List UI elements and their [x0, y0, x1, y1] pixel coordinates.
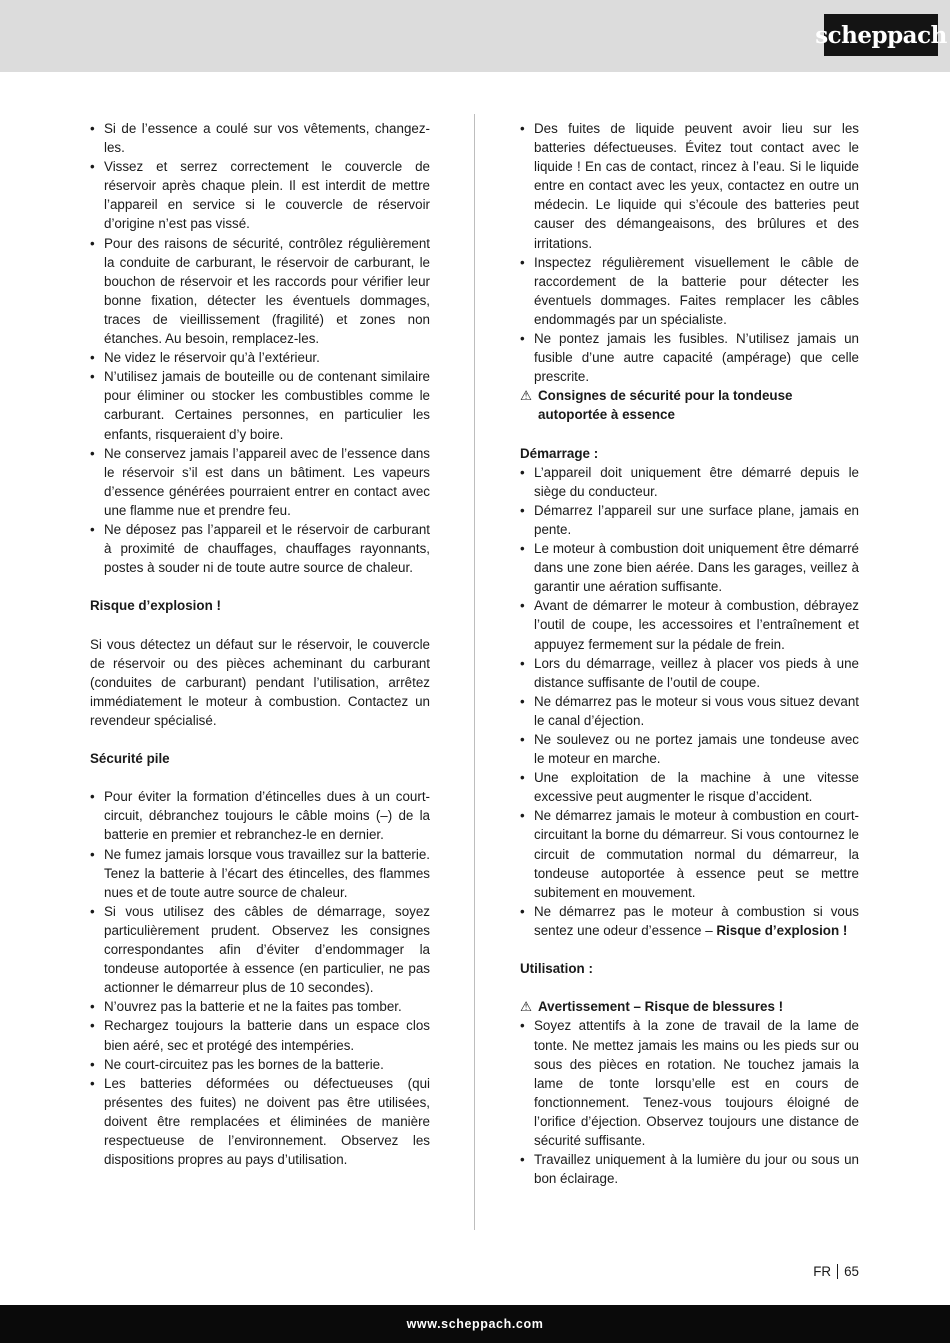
left-column [90, 119, 430, 1169]
page-number [813, 1264, 859, 1279]
list-item: • Ne démarrez pas le moteur si vous vous situez devant le canal d’éjection. [520, 692, 859, 730]
use-heading: Utilisation : [520, 961, 593, 977]
page-number-value: 65 [844, 1264, 859, 1279]
list-item [520, 902, 859, 940]
mower-safety-heading-text: Consignes de sécurité pour la tondeuse autoportée à essence [538, 388, 793, 423]
list-item: • Une exploitation de la machine à une vitesse excessive peut augmenter le risque d’accident. [520, 768, 859, 806]
brand-logo: scheppach [824, 14, 938, 56]
list-item: • Ne court-circuitez pas les bornes de la batterie. [90, 1055, 430, 1074]
explosion-risk-label: Risque d’explosion ! [716, 922, 848, 938]
list-item: • Avant de démarrer le moteur à combustion, débrayez l’outil de coupe, les accessoires et l’entraînement et appuyez fermement sur la pédale de frein. [520, 596, 859, 653]
explosion-paragraph: Si vous détectez un défaut sur le réservoir, le couvercle de réservoir ou des pièces acheminant du carburant (conduites de carburant) pendant l’utilisation, arrêtez immédiatement le moteur à combustion. Contactez un revendeur spécialisé. [90, 636, 430, 728]
mower-safety-heading [520, 386, 859, 424]
list-item: • L’appareil doit uniquement être démarré depuis le siège du conducteur. [520, 463, 859, 501]
list-item: • Démarrez l’appareil sur une surface plane, jamais en pente. [520, 501, 859, 539]
list-item: • Travaillez uniquement à la lumière du jour ou sous un bon éclairage. [520, 1150, 859, 1188]
start-list [520, 463, 859, 940]
list-item: • Rechargez toujours la batterie dans un espace clos bien aéré, sec et protégé des intempéries. [90, 1016, 430, 1054]
page-number-separator [837, 1264, 838, 1279]
language-code: FR [813, 1264, 832, 1279]
footer-website: www.scheppach.com [406, 1317, 544, 1331]
list-item: • Ne soulevez ou ne portez jamais une tondeuse avec le moteur en marche. [520, 730, 859, 768]
list-item: • Pour éviter la formation d’étincelles dues à un court-circuit, débranchez toujours le câble moins (–) de la batterie en premier et rebranchez-le en dernier. [90, 787, 430, 844]
explosion-heading: Risque d’explosion ! [90, 598, 221, 614]
column-divider [474, 114, 475, 1230]
list-item: • N’ouvrez pas la batterie et ne la faites pas tomber. [90, 997, 430, 1016]
fuel-safety-list [90, 119, 430, 577]
list-item: • Ne videz le réservoir qu’à l’extérieur. [90, 348, 430, 367]
right-column [520, 119, 859, 1188]
list-item: • Ne pontez jamais les fusibles. N’utilisez jamais un fusible d’une autre capacité (ampérage) que celle prescrite. [520, 329, 859, 386]
list-item: • N’utilisez jamais de bouteille ou de contenant similaire pour éliminer ou stocker les combustibles comme le carburant. Certaines personnes, en particulier les enfants, risqueraient d’y boire. [90, 367, 430, 443]
header-band [0, 0, 950, 72]
list-item: • Si de l’essence a coulé sur vos vêtements, changez-les. [90, 119, 430, 157]
list-item: • Pour des raisons de sécurité, contrôlez régulièrement la conduite de carburant, le réservoir de carburant, le bouchon de réservoir et les raccords pour vérifier leur bonne fixation, détecter les éventuels dommages, traces de vieillissement (fragilité) et zones non étanches. Au besoin, remplacez-les. [90, 234, 430, 349]
battery-safety-list-continued [520, 119, 859, 386]
list-item: • Soyez attentifs à la zone de travail de la lame de tonte. Ne mettez jamais les mains ou les pieds sur ou sous des pièces en rotation. Ne touchez jamais la lame de tonte lorsqu’elle est en cours de fonctionnement. Tenez-vous toujours éloigné de l’orifice d’éjection. Observez toujours une distance de sécurité suffisante. [520, 1016, 859, 1150]
warning-triangle-icon: ⚠ [520, 388, 533, 404]
list-item: • Les batteries déformées ou défectueuses (qui présentes des fuites) ne doivent pas être utilisées, doivent être remplacées et éliminées de manière respectueuse de l’environnement. Observez les dispositions propres au pays d’utilisation. [90, 1074, 430, 1169]
injury-warning-heading [520, 997, 859, 1016]
use-list [520, 1016, 859, 1188]
odour-warning-text: Ne démarrez pas le moteur à combustion si vous sentez une odeur d’essence – [534, 903, 859, 938]
battery-safety-list [90, 787, 430, 1169]
list-item: • Ne conservez jamais l’appareil avec de l’essence dans le réservoir s’il est dans un bâtiment. Les vapeurs d’essence générées pourraient entrer en contact avec une flamme nue et prendre feu. [90, 444, 430, 520]
list-item: • Inspectez régulièrement visuellement le câble de raccordement de la batterie pour détecter les éventuels dommages. Faites remplacer les câbles endommagés par un spécialiste. [520, 253, 859, 329]
list-item: • Ne déposez pas l’appareil et le réservoir de carburant à proximité de chauffages, chauffages rayonnants, postes à souder ni de toute autre source de chaleur. [90, 520, 430, 577]
list-item: • Le moteur à combustion doit uniquement être démarré dans une zone bien aérée. Dans les garages, veillez à garantir une aération suffisante. [520, 539, 859, 596]
list-item: • Vissez et serrez correctement le couvercle de réservoir après chaque plein. Il est interdit de mettre l’appareil en service si le couvercle de réservoir d’origine n’est pas vissé. [90, 157, 430, 233]
warning-triangle-icon: ⚠ [520, 999, 533, 1015]
injury-warning-heading-text: Avertissement – Risque de blessures ! [538, 999, 784, 1015]
list-item: • Si vous utilisez des câbles de démarrage, soyez particulièrement prudent. Observez les consignes correspondantes afin d’éviter d’endommager la tondeuse autoportée à essence (en particulier, ne pas actionner le démarreur plus de 10 secondes). [90, 902, 430, 997]
list-item: • Ne démarrez jamais le moteur à combustion en court-circuitant la borne du démarreur. Si vous contournez le circuit de commutation normal du démarreur, la tondeuse autoportée à essence peut se mettre subitement en mouvement. [520, 806, 859, 901]
list-item: • Des fuites de liquide peuvent avoir lieu sur les batteries défectueuses. Évitez tout contact avec le liquide ! En cas de contact, rincez à l’eau. Si le liquide entre en contact avec les yeux, contactez en outre un médecin. Le liquide qui s’écoule des batteries peut causer des démangeaisons, des brûlures et des irritations. [520, 119, 859, 253]
list-item: • Lors du démarrage, veillez à placer vos pieds à une distance suffisante de l’outil de coupe. [520, 654, 859, 692]
list-item: • Ne fumez jamais lorsque vous travaillez sur la batterie. Tenez la batterie à l’écart des étincelles, des flammes nues et de toute autre source de chaleur. [90, 845, 430, 902]
battery-safety-heading: Sécurité pile [90, 751, 170, 767]
start-heading: Démarrage : [520, 445, 599, 461]
footer-band [0, 1305, 950, 1343]
